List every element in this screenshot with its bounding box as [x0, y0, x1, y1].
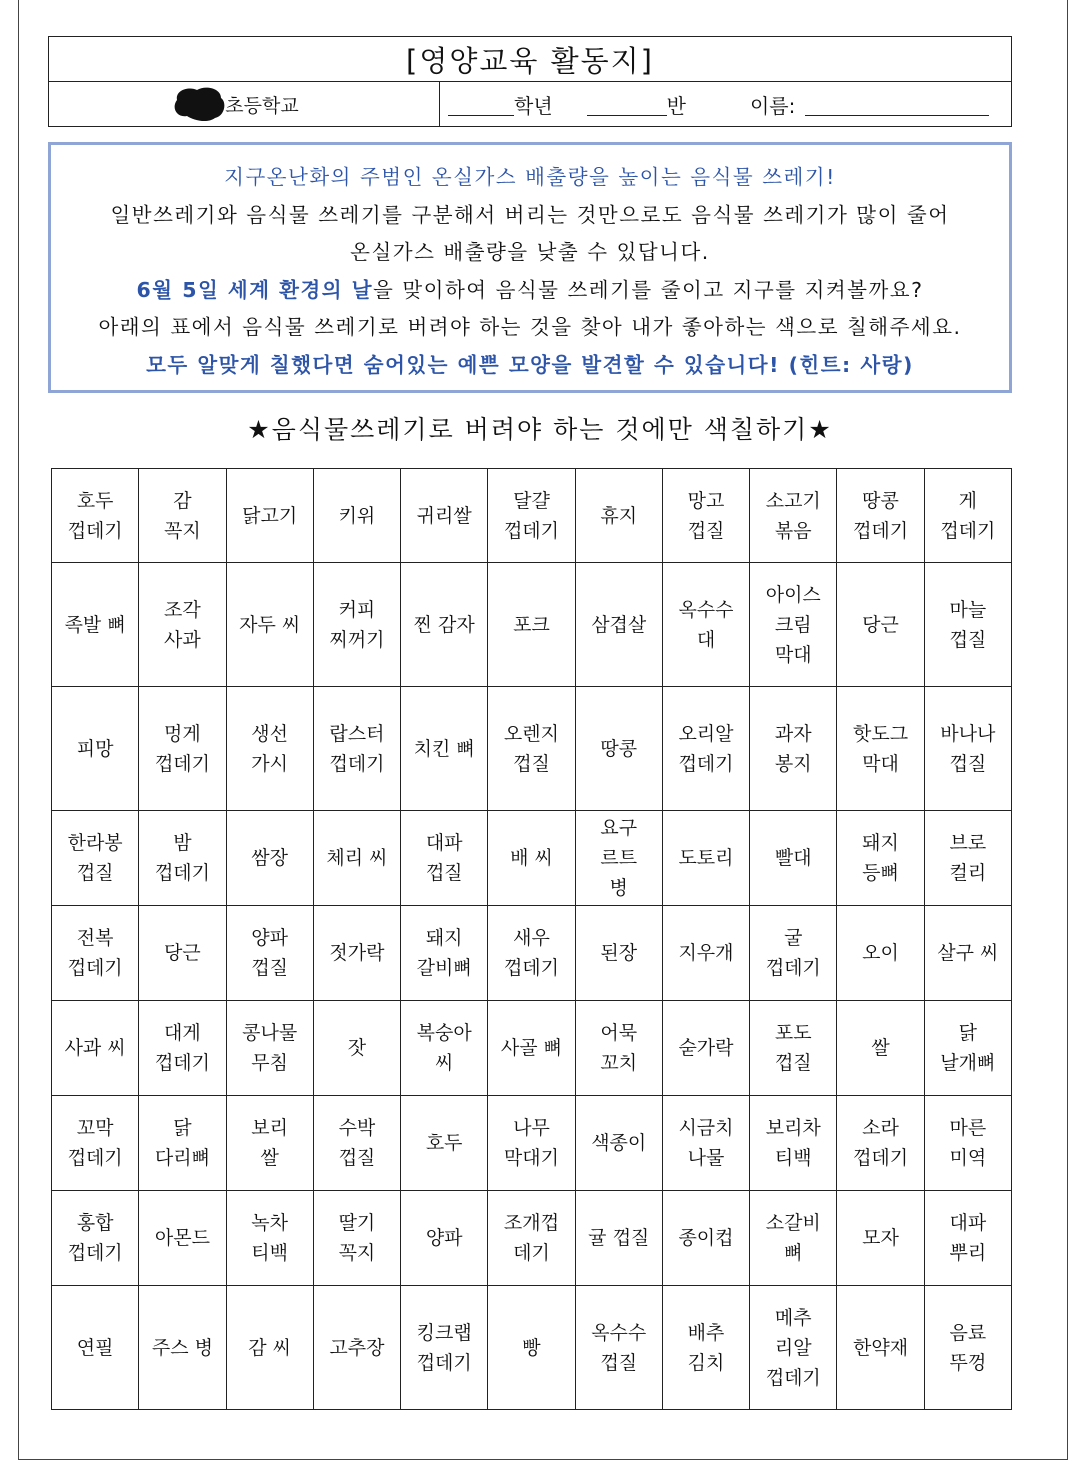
- grid-cell[interactable]: 조개껍 데기: [488, 1191, 575, 1286]
- grid-cell[interactable]: 땅콩 껍데기: [837, 469, 924, 563]
- grid-cell[interactable]: 젓가락: [313, 906, 400, 1001]
- grid-cell[interactable]: 소라 껍데기: [837, 1096, 924, 1191]
- grid-cell[interactable]: 종이컵: [662, 1191, 749, 1286]
- grade-label: 학년: [514, 93, 553, 118]
- grid-cell[interactable]: 사과 씨: [52, 1001, 139, 1096]
- grid-cell[interactable]: 한라봉 껍질: [52, 811, 139, 906]
- environment-day-highlight: 6월 5일 세계 환경의 날: [136, 277, 374, 302]
- grid-cell[interactable]: 달걀 껍데기: [488, 469, 575, 563]
- grid-cell[interactable]: 마늘 껍질: [924, 563, 1011, 687]
- name-blank[interactable]: [805, 93, 989, 116]
- grid-cell[interactable]: 전복 껍데기: [52, 906, 139, 1001]
- grid-cell[interactable]: 된장: [575, 906, 662, 1001]
- redaction-blot-icon: [171, 86, 227, 122]
- grid-cell[interactable]: 찐 감자: [401, 563, 488, 687]
- grid-row: [52, 811, 1012, 906]
- grid-row: [52, 1001, 1012, 1096]
- intro-line-1: 지구온난화의 주범인 온실가스 배출량을 높이는 음식물 쓰레기!: [224, 165, 836, 189]
- grid-cell[interactable]: 옥수수 껍질: [575, 1286, 662, 1410]
- grid-cell[interactable]: 녹차 티백: [226, 1191, 313, 1286]
- grid-cell[interactable]: 치킨 뼈: [401, 687, 488, 811]
- coloring-instruction: ★음식물쓰레기로 버려야 하는 것에만 색칠하기★: [247, 415, 833, 444]
- grid-cell[interactable]: 빨대: [750, 811, 837, 906]
- grade-blank[interactable]: [448, 93, 514, 116]
- grid-cell[interactable]: 바나나 껍질: [924, 687, 1011, 811]
- grid-row: [52, 1191, 1012, 1286]
- grid-cell[interactable]: 닭 날개뼈: [924, 1001, 1011, 1096]
- grid-cell[interactable]: 도토리: [662, 811, 749, 906]
- grid-cell[interactable]: 땅콩: [575, 687, 662, 811]
- grid-cell[interactable]: 지우개: [662, 906, 749, 1001]
- grid-cell[interactable]: 요구 르트 병: [575, 811, 662, 906]
- grid-row: [52, 687, 1012, 811]
- grid-cell[interactable]: 꼬막 껍데기: [52, 1096, 139, 1191]
- grid-cell[interactable]: 쌀: [837, 1001, 924, 1096]
- school-label: 초등학교: [225, 94, 299, 117]
- intro-line-5: 아래의 표에서 음식물 쓰레기로 버려야 하는 것을 찾아 내가 좋아하는 색으로 칠해주세요.: [98, 315, 962, 339]
- grid-cell[interactable]: 빵: [488, 1286, 575, 1410]
- grid-row: [52, 1286, 1012, 1410]
- grid-cell[interactable]: 콩나물 무침: [226, 1001, 313, 1096]
- grid-cell[interactable]: 대파 뿌리: [924, 1191, 1011, 1286]
- grid-cell[interactable]: 감 씨: [226, 1286, 313, 1410]
- grid-cell[interactable]: 오이: [837, 906, 924, 1001]
- grid-cell[interactable]: 닭고기: [226, 469, 313, 563]
- grid-cell[interactable]: 돼지 등뼈: [837, 811, 924, 906]
- grid-cell[interactable]: 나무 막대기: [488, 1096, 575, 1191]
- grid-cell[interactable]: 돼지 갈비뼈: [401, 906, 488, 1001]
- grid-row: [52, 469, 1012, 563]
- grid-cell[interactable]: 생선 가시: [226, 687, 313, 811]
- intro-box: [48, 142, 1012, 393]
- grid-cell[interactable]: 감 꼭지: [139, 469, 226, 563]
- grid-cell[interactable]: 대게 껍데기: [139, 1001, 226, 1096]
- grid-cell[interactable]: 색종이: [575, 1096, 662, 1191]
- grid-cell[interactable]: 과자 봉지: [750, 687, 837, 811]
- grid-cell[interactable]: 수박 껍질: [313, 1096, 400, 1191]
- grid-cell[interactable]: 시금치 나물: [662, 1096, 749, 1191]
- grid-cell[interactable]: 굴 껍데기: [750, 906, 837, 1001]
- grid-cell[interactable]: 연필: [52, 1286, 139, 1410]
- intro-line-2: 일반쓰레기와 음식물 쓰레기를 구분해서 버리는 것만으로도 음식물 쓰레기가 많이 줄어: [110, 202, 950, 227]
- grid-cell[interactable]: 체리 씨: [313, 811, 400, 906]
- grid-cell[interactable]: 키위: [313, 469, 400, 563]
- grid-cell[interactable]: 삼겹살: [575, 563, 662, 687]
- grid-cell[interactable]: 어묵 꼬치: [575, 1001, 662, 1096]
- grid-cell[interactable]: 포도 껍질: [750, 1001, 837, 1096]
- grid-cell[interactable]: 브로 컬리: [924, 811, 1011, 906]
- grid-cell[interactable]: 포크: [488, 563, 575, 687]
- grid-cell[interactable]: 옥수수 대: [662, 563, 749, 687]
- grid-cell[interactable]: 주스 병: [139, 1286, 226, 1410]
- grid-cell[interactable]: 핫도그 막대: [837, 687, 924, 811]
- grid-cell[interactable]: 랍스터 껍데기: [313, 687, 400, 811]
- grid-cell[interactable]: 밤 껍데기: [139, 811, 226, 906]
- class-blank[interactable]: [587, 93, 667, 116]
- grid-cell[interactable]: 소고기 볶음: [750, 469, 837, 563]
- intro-line-4-rest: 을 맞이하여 음식물 쓰레기를 줄이고 지구를 지켜볼까요?: [373, 277, 924, 302]
- grid-cell[interactable]: 음료 뚜껑: [924, 1286, 1011, 1410]
- grid-cell[interactable]: 오리알 껍데기: [662, 687, 749, 811]
- grid-cell[interactable]: 소갈비 뼈: [750, 1191, 837, 1286]
- name-label: 이름:: [749, 93, 796, 118]
- intro-line-4: [51, 272, 1009, 310]
- grid-cell[interactable]: 대파 껍질: [401, 811, 488, 906]
- grid-cell[interactable]: 조각 사과: [139, 563, 226, 687]
- grid-cell[interactable]: 오렌지 껍질: [488, 687, 575, 811]
- grid-cell[interactable]: 홍합 껍데기: [52, 1191, 139, 1286]
- grid-row: [52, 1096, 1012, 1191]
- grid-cell[interactable]: 딸기 꼭지: [313, 1191, 400, 1286]
- coloring-grid: [51, 468, 1012, 1410]
- grid-cell[interactable]: 살구 씨: [924, 906, 1011, 1001]
- grid-row: [52, 906, 1012, 1001]
- grid-cell[interactable]: 마른 미역: [924, 1096, 1011, 1191]
- grid-cell[interactable]: 커피 찌꺼기: [313, 563, 400, 687]
- grid-cell[interactable]: 복숭아 씨: [401, 1001, 488, 1096]
- grid-cell[interactable]: 양파 껍질: [226, 906, 313, 1001]
- grid-cell[interactable]: 아몬드: [139, 1191, 226, 1286]
- grid-cell[interactable]: 사골 뼈: [488, 1001, 575, 1096]
- grid-cell[interactable]: 귤 껍질: [575, 1191, 662, 1286]
- grid-cell[interactable]: 당근: [837, 563, 924, 687]
- intro-line-3: 온실가스 배출량을 낮출 수 있답니다.: [350, 240, 710, 264]
- grid-cell[interactable]: 자두 씨: [226, 563, 313, 687]
- grid-cell[interactable]: 모자: [837, 1191, 924, 1286]
- grid-cell[interactable]: 당근: [139, 906, 226, 1001]
- grid-cell[interactable]: 한약재: [837, 1286, 924, 1410]
- grid-cell[interactable]: 보리 쌀: [226, 1096, 313, 1191]
- grid-cell[interactable]: 호두: [401, 1096, 488, 1191]
- grid-cell[interactable]: 배 씨: [488, 811, 575, 906]
- grid-cell[interactable]: 보리차 티백: [750, 1096, 837, 1191]
- grid-cell[interactable]: 고추장: [313, 1286, 400, 1410]
- class-label: 반: [666, 93, 686, 118]
- grid-cell[interactable]: 피망: [52, 687, 139, 811]
- worksheet-title: [영양교육 활동지]: [49, 37, 1011, 82]
- grid-cell[interactable]: 숟가락: [662, 1001, 749, 1096]
- grid-cell[interactable]: 쌈장: [226, 811, 313, 906]
- grid-cell[interactable]: 잣: [313, 1001, 400, 1096]
- grid-cell[interactable]: 귀리쌀: [401, 469, 488, 563]
- grid-cell[interactable]: 휴지: [575, 469, 662, 563]
- header-info-row: [49, 82, 1011, 126]
- intro-line-6: 모두 알맞게 칠했다면 숨어있는 예쁜 모양을 발견할 수 있습니다! (힌트: 사랑): [146, 352, 914, 377]
- worksheet-header: [48, 36, 1012, 127]
- grid-cell[interactable]: 배추 김치: [662, 1286, 749, 1410]
- grid-cell[interactable]: 양파: [401, 1191, 488, 1286]
- student-info-cell: [440, 82, 1011, 126]
- school-cell: [49, 82, 440, 126]
- grid-cell[interactable]: 메추 리알 껍데기: [750, 1286, 837, 1410]
- grid-cell[interactable]: 망고 껍질: [662, 469, 749, 563]
- grid-cell[interactable]: 족발 뼈: [52, 563, 139, 687]
- grid-row: [52, 563, 1012, 687]
- grid-cell[interactable]: 아이스 크림 막대: [750, 563, 837, 687]
- grid-cell[interactable]: 새우 껍데기: [488, 906, 575, 1001]
- grid-cell[interactable]: 호두 껍데기: [52, 469, 139, 563]
- grid-cell[interactable]: 닭 다리뼈: [139, 1096, 226, 1191]
- grid-cell[interactable]: 킹크랩 껍데기: [401, 1286, 488, 1410]
- grid-cell[interactable]: 멍게 껍데기: [139, 687, 226, 811]
- grid-cell[interactable]: 게 껍데기: [924, 469, 1011, 563]
